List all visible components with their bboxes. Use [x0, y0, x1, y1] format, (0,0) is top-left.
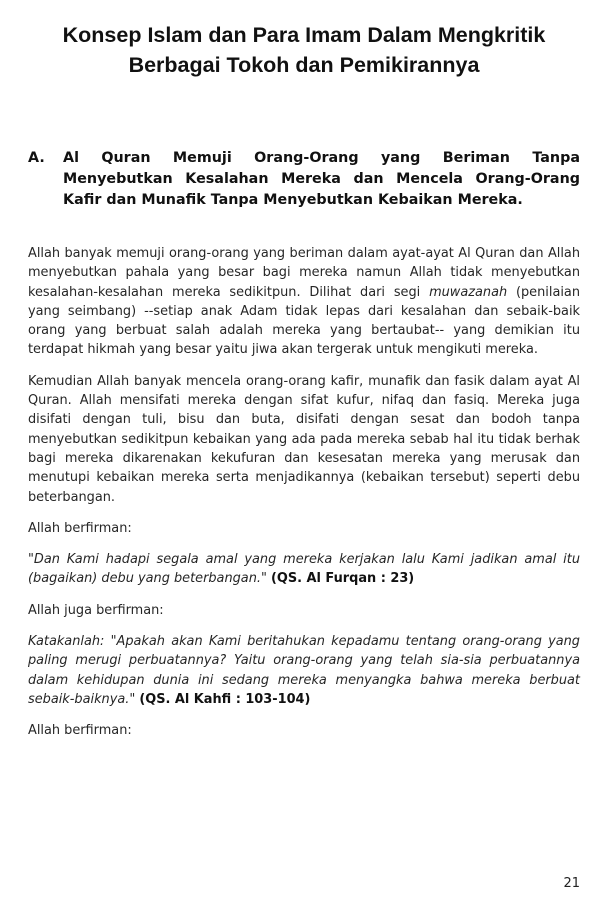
- intro-line-2: Allah juga berfirman:: [28, 602, 164, 618]
- page-number: 21: [563, 876, 580, 891]
- quote-1-text: "Dan Kami hadapi segala amal yang mereka kerjakan lalu Kami jadikan amal itu (bagaikan) debu yang beterbangan.": [28, 552, 580, 587]
- intro-line-3: Allah berfirman:: [28, 723, 132, 739]
- quote-2-reference: (QS. Al Kahfi : 103-104): [139, 691, 311, 707]
- section-heading-text: Al Quran Memuji Orang-Orang yang Beriman Tanpa Menyebutkan Kesalahan Mereka dan Mencela Orang-Orang Kafir dan Munafik Tanpa Menyebutkan Kebaikan Mereka.: [63, 150, 580, 208]
- page-title: Konsep Islam dan Para Imam Dalam Mengkritik Berbagai Tokoh dan Pemikirannya: [62, 23, 546, 77]
- section-heading: [28, 148, 580, 211]
- quote-2: [28, 632, 580, 709]
- quote-1: [28, 550, 580, 589]
- paragraph-1: Allah banyak memuji orang-orang yang beriman dalam ayat-ayat Al Quran dan Allah menyebutkan pahala yang besar bagi mereka namun Allah tidak menyebutkan kesalahan-kesalahan mereka sedikitpun. Dilihat dari segi muwazanah (penilaian yang seimbang) --setiap anak Adam tidak lepas dari kesalahan dan sebaik-baik orang yang berbuat salah adalah mereka yang bertaubat-- yang demikian itu terdapat hikmah yang besar yaitu jiwa akan tergerak untuk mengikuti mereka.: [28, 246, 580, 358]
- section-marker: A.: [28, 150, 45, 166]
- intro-line-1: Allah berfirman:: [28, 520, 132, 536]
- body-text: [28, 244, 580, 753]
- paragraph-2: Kemudian Allah banyak mencela orang-orang kafir, munafik dan fasik dalam ayat Al Quran. Allah mensifati mereka dengan sifat kufur, nifaq dan fasiq. Mereka juga disifati dengan tuli, bisu dan buta, disifati dengan sesat dan bodoh tanpa menyebutkan sedikitpun kebaikan yang ada pada mereka sebab hal itu tidak berhak bagi mereka dikarenakan kekufuran dan kesesatan mereka yang merusak dan menutupi kebaikan mereka serta menjadikannya (kebaikan tersebut) seperti debu beterbangan.: [28, 373, 580, 505]
- quote-1-reference: (QS. Al Furqan : 23): [271, 571, 415, 587]
- term-muwazanah: muwazanah: [429, 284, 508, 300]
- quote-2-text: Katakanlah: "Apakah akan Kami beritahukan kepadamu tentang orang-orang yang paling merugi perbuatannya? Yaitu orang-orang yang telah sia-sia perbuatannya dalam kehidupan dunia ini sedang mereka menyangka bahwa mereka berbuat sebaik-baiknya.": [28, 634, 580, 707]
